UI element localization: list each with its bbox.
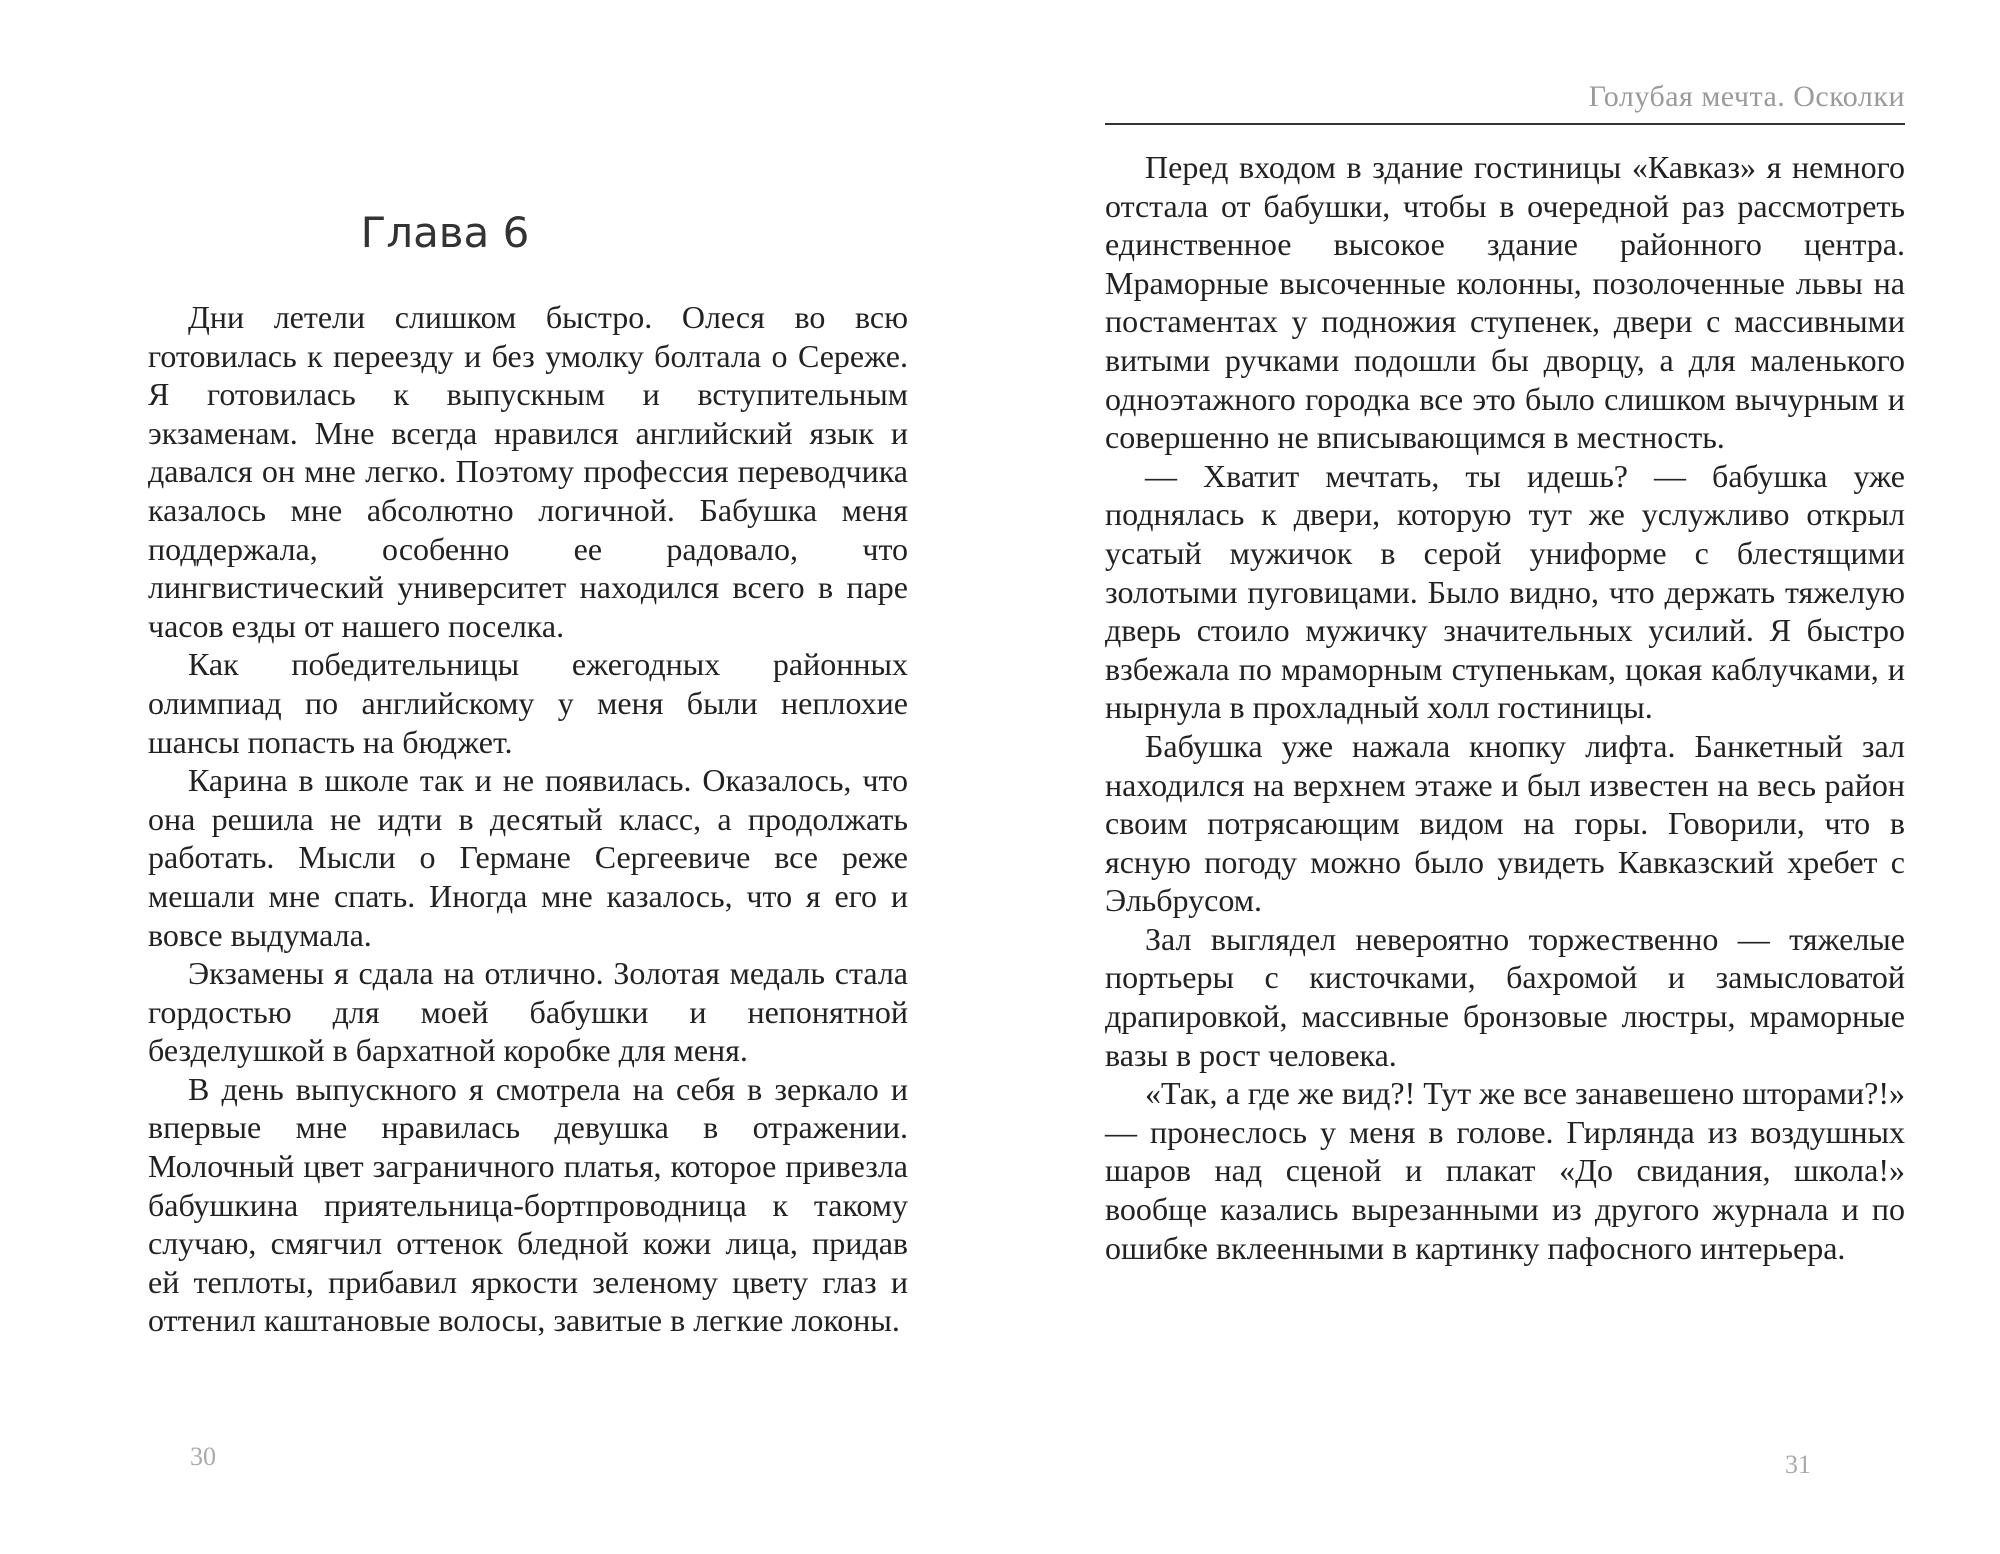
paragraph: Карина в школе так и не появилась. Оказалось, что она решила не идти в десятый класс, а продолжать работать. Мысли о Германе Сергеевиче все реже мешали мне спать. Иногда мне казалось, что я его и вовсе выдумала. xyxy=(148,762,908,953)
running-header: Голубая мечта. Осколки xyxy=(1588,80,1905,113)
left-page-text xyxy=(148,298,908,1340)
page-number-right: 31 xyxy=(1785,1450,1811,1479)
paragraph: Бабушка уже нажала кнопку лифта. Банкетный зал находился на верхнем этаже и был известен на весь район своим потрясающим видом на горы. Говорили, что в ясную погоду можно было увидеть Кавказский хребет с Эльбрусом. xyxy=(1105,727,1905,919)
header-rule xyxy=(1105,123,1905,125)
page-number-left: 30 xyxy=(190,1442,216,1471)
paragraph: Перед входом в здание гостиницы «Кавказ» я немного отстала от бабушки, чтобы в очередной раз рассмотреть единственное высокое здание районного центра. Мраморные высоченные колонны, позолоченные львы на постаментах у подножия ступенек, двери с массивными витыми ручками подошли бы дворцу, а для маленького одноэтажного городка все это было слишком вычурным и совершенно не вписывающимся в местность. xyxy=(1105,149,1905,456)
right-page-text xyxy=(1105,148,1905,1267)
paragraph: Как победительницы ежегодных районных олимпиад по английскому у меня были неплохие шансы попасть на бюджет. xyxy=(148,646,908,760)
paragraph: Дни летели слишком быстро. Олеся во всю готовилась к переезду и без умолку болтала о Сереже. Я готовилась к выпускным и вступительным экзаменам. Мне всегда нравился английский язык и давался он мне легко. Поэтому профессия переводчика казалось мне абсолютно логичной. Бабушка меня поддержала, особенно ее радовало, что лингвистический университет находился всего в паре часов езды от нашего поселка. xyxy=(148,299,908,644)
right-page xyxy=(1000,0,2000,1554)
paragraph: Экзамены я сдала на отлично. Золотая медаль стала гордостью для моей бабушки и непонятной безделушкой в бархатной коробке для меня. xyxy=(148,955,908,1069)
paragraph: В день выпускного я смотрела на себя в зеркало и впервые мне нравилась девушка в отражении. Молочный цвет заграничного платья, которое привезла бабушкина приятельница-бортпроводница к такому случаю, смягчил оттенок бледной кожи лица, придав ей теплоты, прибавил яркости зеленому цвету глаз и оттенил каштановые волосы, завитые в легкие локоны. xyxy=(148,1070,908,1339)
paragraph: — Хватит мечтать, ты идешь? — бабушка уже поднялась к двери, которую тут же услужливо открыл усатый мужичок в серой униформе с блестящими золотыми пуговицами. Было видно, что держать тяжелую дверь стоило мужичку значительных усилий. Я быстро взбежала по мраморным ступенькам, цокая каблучками, и нырнула в прохладный холл гостиницы. xyxy=(1105,457,1905,726)
paragraph: Зал выглядел невероятно торжественно — тяжелые портьеры с кисточками, бахромой и замысловатой драпировкой, массивные бронзовые люстры, мраморные вазы в рост человека. xyxy=(1105,920,1905,1073)
chapter-title: Глава 6 xyxy=(360,208,530,257)
paragraph: «Так, а где же вид?! Тут же все занавешено шторами?!» — пронеслось у меня в голове. Гирлянда из воздушных шаров над сценой и плакат «До свидания, школа!» вообще казались вырезанными из другого журнала и по ошибке вклеенными в картинку пафосного интерьера. xyxy=(1105,1075,1905,1266)
